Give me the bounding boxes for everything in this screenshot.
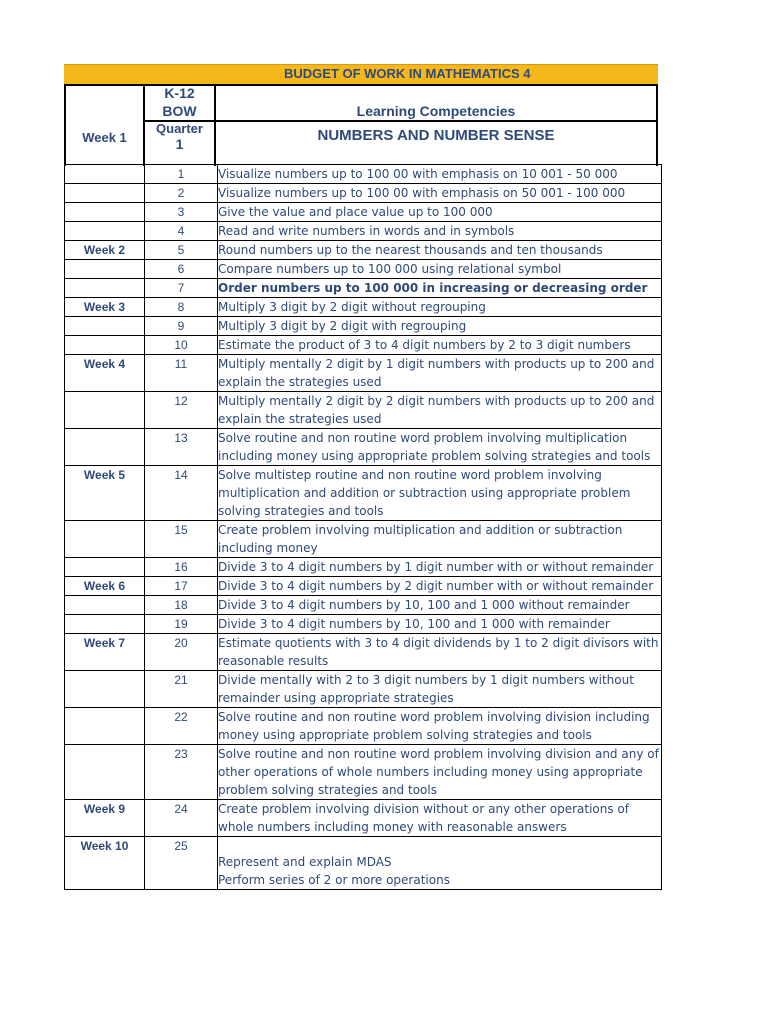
- week-cell: [65, 596, 145, 615]
- competency-text: Solve routine and non routine word problem involving division including money using appropriate problem solving strategies and tools: [218, 708, 662, 745]
- table-row: [65, 429, 662, 466]
- week-cell: [65, 558, 145, 577]
- quarter-label: Quarter: [156, 121, 203, 136]
- competency-text: Order numbers up to 100 000 in increasing or decreasing order: [218, 279, 662, 298]
- table-row: [65, 615, 662, 634]
- header-border-right: [656, 84, 658, 166]
- competency-text: Visualize numbers up to 100 00 with emphasis on 10 001 - 50 000: [218, 165, 662, 184]
- competency-number: 23: [145, 745, 218, 800]
- table-row: [65, 708, 662, 745]
- week-cell: Week 10: [65, 837, 145, 890]
- table-row: [65, 596, 662, 615]
- header-mid-line: [143, 120, 658, 122]
- competency-text: Give the value and place value up to 100 000: [218, 203, 662, 222]
- week-1-label: Week 1: [82, 130, 127, 145]
- table-row: [65, 222, 662, 241]
- section-title: NUMBERS AND NUMBER SENSE: [317, 127, 555, 144]
- document-title: BUDGET OF WORK IN MATHEMATICS 4: [284, 66, 531, 81]
- competency-number: 10: [145, 336, 218, 355]
- competency-text: Multiply mentally 2 digit by 1 digit numbers with products up to 200 and explain the strategies used: [218, 355, 662, 392]
- week-cell: [65, 521, 145, 558]
- competency-text: Solve routine and non routine word problem involving multiplication including money using appropriate problem solving strategies and tools: [218, 429, 662, 466]
- week-cell: [65, 336, 145, 355]
- competency-text: Divide 3 to 4 digit numbers by 10, 100 and 1 000 without remainder: [218, 596, 662, 615]
- header-border-left: [64, 84, 66, 166]
- learning-competencies-header: Learning Competencies: [356, 103, 516, 119]
- table-row: [65, 298, 662, 317]
- header-divider-2: [214, 84, 216, 166]
- competency-number: 3: [145, 203, 218, 222]
- week-cell: [65, 279, 145, 298]
- table-row: [65, 671, 662, 708]
- competency-text: Multiply 3 digit by 2 digit without regrouping: [218, 298, 662, 317]
- competency-text: Divide 3 to 4 digit numbers by 2 digit number with or without remainder: [218, 577, 662, 596]
- competency-number: 25: [145, 837, 218, 890]
- competency-text: Compare numbers up to 100 000 using relational symbol: [218, 260, 662, 279]
- table-row: [65, 241, 662, 260]
- competency-text: Multiply mentally 2 digit by 2 digit numbers with products up to 200 and explain the strategies used: [218, 392, 662, 429]
- competency-line: Represent and explain MDAS: [218, 855, 392, 869]
- week-cell: Week 4: [65, 355, 145, 392]
- competency-line: Perform series of 2 or more operations: [218, 873, 450, 887]
- competency-text: Divide mentally with 2 to 3 digit numbers by 1 digit numbers without remainder using appropriate strategies: [218, 671, 662, 708]
- table-row: [65, 634, 662, 671]
- week-cell: [65, 203, 145, 222]
- table-row: [65, 745, 662, 800]
- competency-number: 21: [145, 671, 218, 708]
- table-row: [65, 521, 662, 558]
- competency-number: 14: [145, 466, 218, 521]
- week-cell: Week 5: [65, 466, 145, 521]
- table-row: [65, 577, 662, 596]
- competency-number: 20: [145, 634, 218, 671]
- competency-text: Estimate quotients with 3 to 4 digit dividends by 1 to 2 digit divisors with reasonable results: [218, 634, 662, 671]
- competency-number: 16: [145, 558, 218, 577]
- table-row: [65, 184, 662, 203]
- competency-text: Read and write numbers in words and in symbols: [218, 222, 662, 241]
- competency-text: Solve routine and non routine word problem involving division and any of other operations of whole numbers including money using appropriate problem solving strategies and tools: [218, 745, 662, 800]
- week-cell: Week 2: [65, 241, 145, 260]
- week-cell: Week 6: [65, 577, 145, 596]
- week-cell: [65, 165, 145, 184]
- table-row: [65, 392, 662, 429]
- table-row: [65, 558, 662, 577]
- competency-text: Multiply 3 digit by 2 digit with regrouping: [218, 317, 662, 336]
- week-cell: [65, 745, 145, 800]
- competency-text: Create problem involving multiplication and addition or subtraction including money: [218, 521, 662, 558]
- bow-label: BOW: [162, 103, 197, 119]
- week-cell: [65, 429, 145, 466]
- competency-table: [64, 164, 662, 890]
- table-row: [65, 317, 662, 336]
- week-cell: [65, 317, 145, 336]
- competency-text: Divide 3 to 4 digit numbers by 10, 100 and 1 000 with remainder: [218, 615, 662, 634]
- competency-text: [218, 837, 662, 890]
- week-cell: [65, 184, 145, 203]
- table-row: [65, 165, 662, 184]
- competency-text: Create problem involving division without or any other operations of whole numbers including money with reasonable answers: [218, 800, 662, 837]
- week-cell: [65, 392, 145, 429]
- table-row: [65, 279, 662, 298]
- week-cell: [65, 222, 145, 241]
- week-cell: [65, 615, 145, 634]
- competency-number: 12: [145, 392, 218, 429]
- table-row: [65, 355, 662, 392]
- competency-number: 6: [145, 260, 218, 279]
- competency-number: 18: [145, 596, 218, 615]
- week-cell: [65, 260, 145, 279]
- table-row: [65, 837, 662, 890]
- k12-label: K-12: [164, 85, 195, 101]
- competency-number: 5: [145, 241, 218, 260]
- competency-number: 22: [145, 708, 218, 745]
- competency-number: 17: [145, 577, 218, 596]
- table-row: [65, 260, 662, 279]
- week-cell: [65, 671, 145, 708]
- week-cell: Week 3: [65, 298, 145, 317]
- table-row: [65, 203, 662, 222]
- competency-number: 8: [145, 298, 218, 317]
- competency-number: 7: [145, 279, 218, 298]
- competency-number: 2: [145, 184, 218, 203]
- table-row: [65, 800, 662, 837]
- quarter-number: 1: [175, 136, 184, 152]
- table-row: [65, 336, 662, 355]
- competency-text: Round numbers up to the nearest thousands and ten thousands: [218, 241, 662, 260]
- competency-number: 19: [145, 615, 218, 634]
- competency-number: 4: [145, 222, 218, 241]
- competency-number: 15: [145, 521, 218, 558]
- week-cell: Week 7: [65, 634, 145, 671]
- competency-number: 9: [145, 317, 218, 336]
- week-cell: Week 9: [65, 800, 145, 837]
- title-banner: [64, 64, 658, 84]
- competency-number: 13: [145, 429, 218, 466]
- competency-number: 11: [145, 355, 218, 392]
- competency-number: 1: [145, 165, 218, 184]
- competency-text: Visualize numbers up to 100 00 with emphasis on 50 001 - 100 000: [218, 184, 662, 203]
- competency-text: Estimate the product of 3 to 4 digit numbers by 2 to 3 digit numbers: [218, 336, 662, 355]
- competency-text: Solve multistep routine and non routine word problem involving multiplication and addition or subtraction using appropriate problem solving strategies and tools: [218, 466, 662, 521]
- table-row: [65, 466, 662, 521]
- week-cell: [65, 708, 145, 745]
- competency-number: 24: [145, 800, 218, 837]
- competency-text: Divide 3 to 4 digit numbers by 1 digit number with or without remainder: [218, 558, 662, 577]
